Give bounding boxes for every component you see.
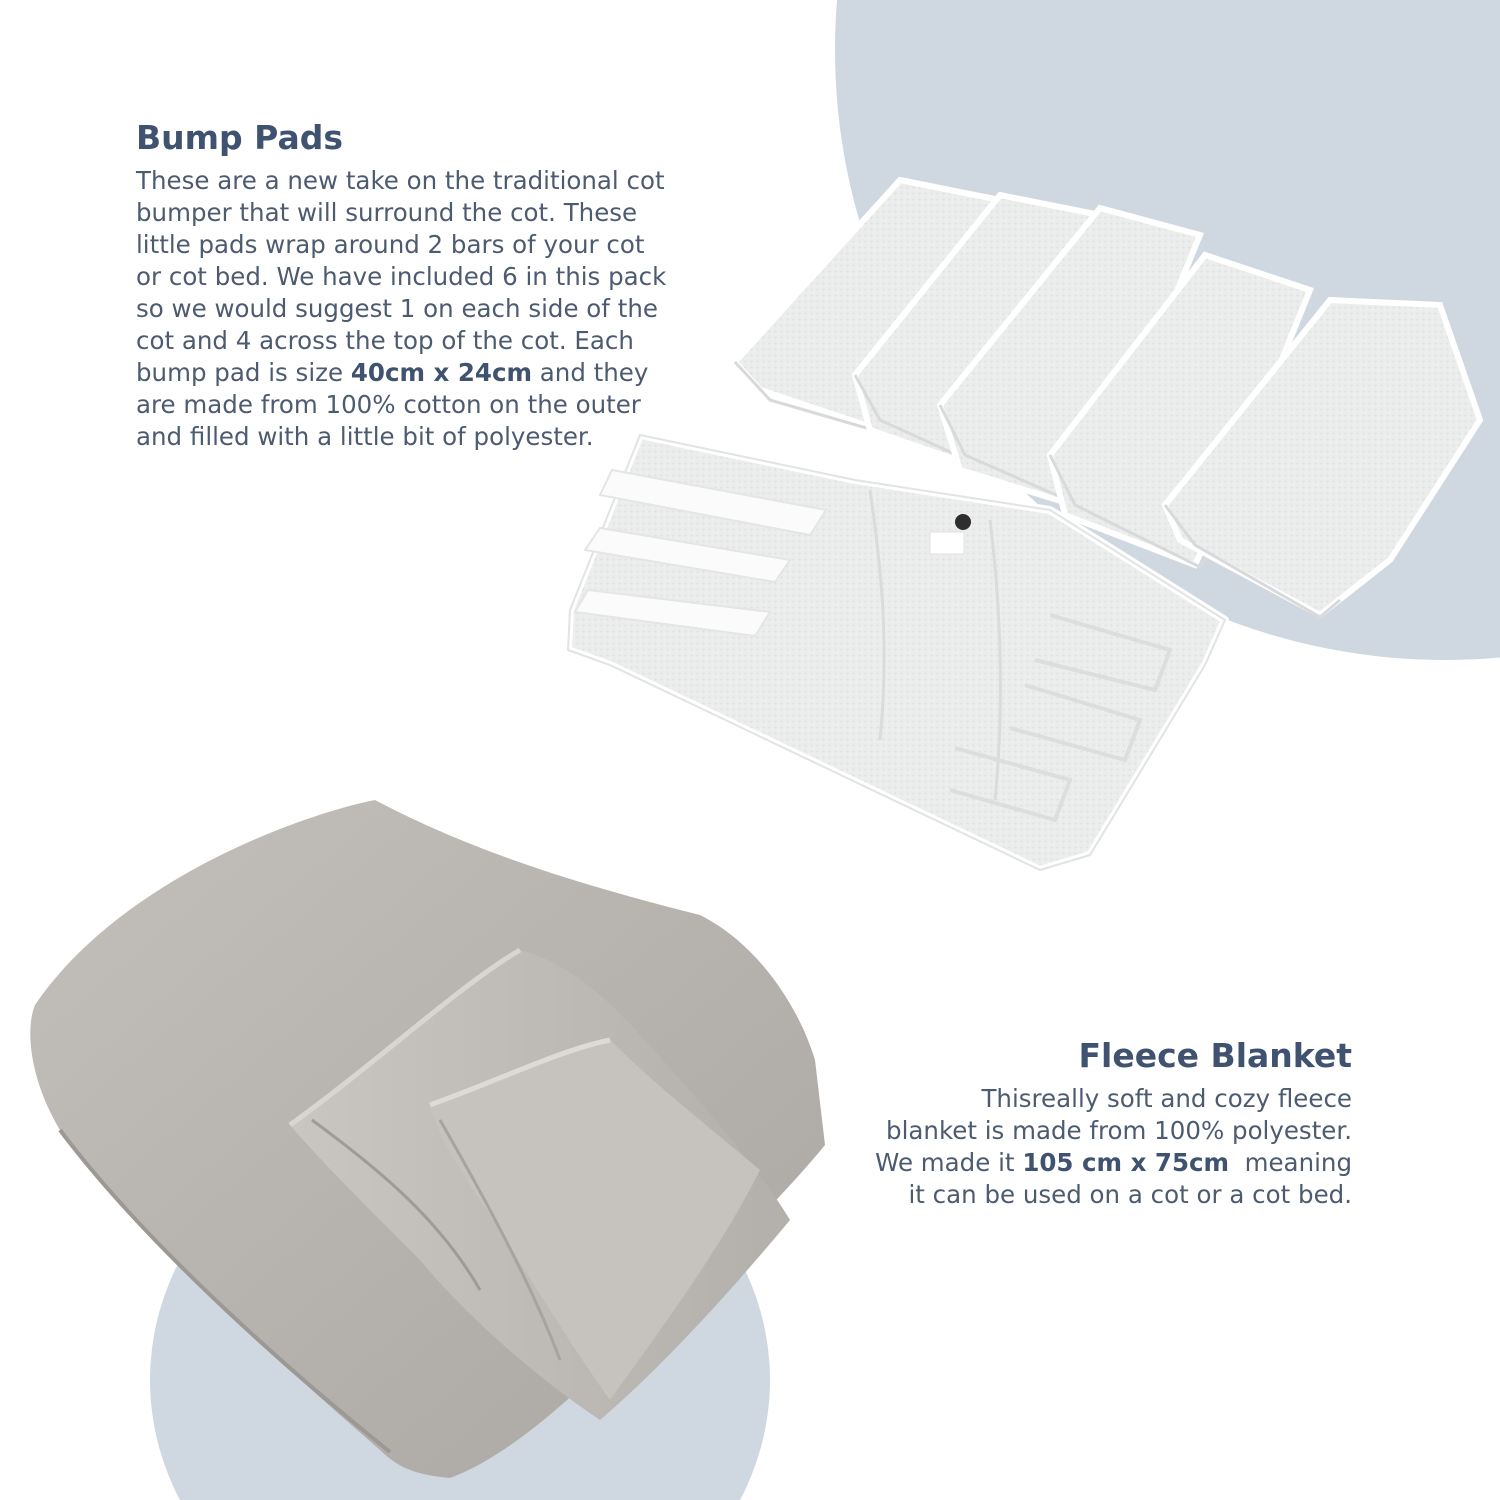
bump-pads-line: are made from 100% cotton on the outer — [136, 390, 641, 419]
fleece-blanket-description — [830, 1083, 1352, 1211]
fleece-blanket-line: Thisreally soft and cozy fleece — [981, 1084, 1352, 1113]
fleece-blanket-size: 105 cm x 75cm — [1022, 1148, 1230, 1177]
fleece-blanket-size-suffix: meaning — [1229, 1148, 1352, 1177]
bump-pads-line: cot and 4 across the top of the cot. Each — [136, 326, 634, 355]
fleece-blanket-heading: Fleece Blanket — [1078, 1036, 1352, 1075]
bump-pads-line: These are a new take on the traditional cot — [136, 166, 665, 195]
bump-pads-line — [136, 357, 736, 389]
fleece-blanket-section — [830, 1036, 1352, 1211]
bump-pads-line: so we would suggest 1 on each side of the — [136, 294, 658, 323]
bump-pads-description — [136, 165, 736, 453]
bump-pads-size-suffix: and they — [532, 358, 649, 387]
fleece-blanket-line: blanket is made from 100% polyester. — [886, 1116, 1352, 1145]
fleece-blanket-size-prefix: We made it — [875, 1148, 1023, 1177]
bump-pads-size-prefix: bump pad is size — [136, 358, 351, 387]
bump-pads-line: or cot bed. We have included 6 in this pack — [136, 262, 667, 291]
bump-pads-line: little pads wrap around 2 bars of your cot — [136, 230, 645, 259]
bump-pads-section — [136, 118, 736, 453]
bump-pads-line: bumper that will surround the cot. These — [136, 198, 638, 227]
bump-pads-size: 40cm x 24cm — [350, 358, 532, 387]
bump-pads-heading: Bump Pads — [136, 118, 343, 157]
bump-pads-line: and filled with a little bit of polyester. — [136, 422, 594, 451]
fleece-blanket-line: it can be used on a cot or a cot bed. — [908, 1180, 1352, 1209]
fleece-blanket-line — [830, 1147, 1352, 1179]
